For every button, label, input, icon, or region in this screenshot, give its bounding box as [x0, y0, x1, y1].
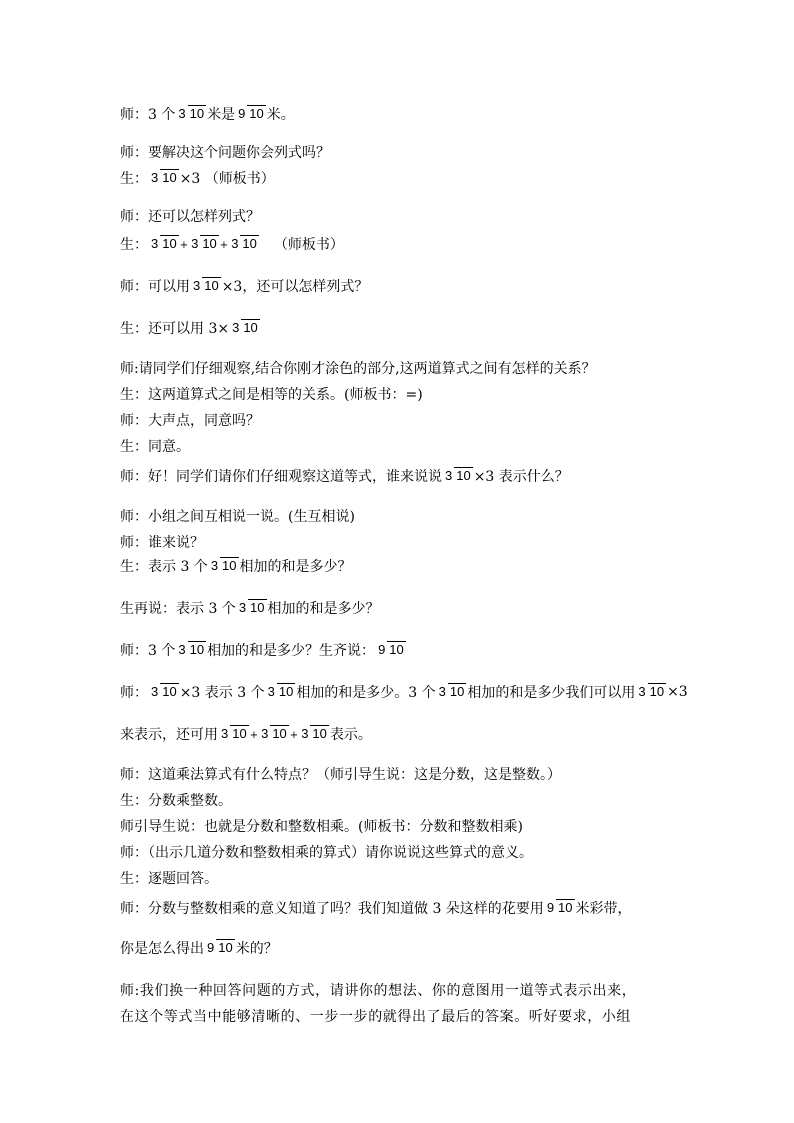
text-line: 师：好！同学们请你们仔细观察这道等式，谁来说说 3 10 ×3 表示什么？: [120, 468, 569, 485]
fraction: 9 10: [238, 106, 264, 121]
fraction: 3 10: [210, 558, 237, 573]
text-line: 生：还可以用 3× 3 10: [120, 320, 258, 337]
text-line: 生：同意。: [120, 439, 190, 455]
text-line: 师：大声点，同意吗？: [120, 413, 260, 429]
text-line: 生：逐题回答。: [120, 871, 218, 887]
fraction: 3 10: [221, 726, 247, 741]
fraction: 3 10: [231, 236, 257, 251]
text-line: 师引导生说：也就是分数和整数相乘。(师板书：分数和整数相乘): [120, 819, 523, 835]
fraction: 9 10: [546, 900, 573, 915]
text-line: 师：3 个 3 10 相加的和是多少？生齐说： 9 10: [120, 642, 404, 659]
fraction: 9 10: [207, 940, 233, 955]
text-line: 生： 3 10 ×3 （师板书）: [120, 170, 275, 187]
text-line: 在这个等式当中能够清晰的、一步一步的就得出了最后的答案。听好要求，小组: [120, 1009, 631, 1025]
fraction: 3 10: [232, 320, 258, 335]
text-line: 生再说：表示 3 个 3 10 相加的和是多少？: [120, 600, 380, 617]
text-line: 生：表示 3 个 3 10 相加的和是多少？: [120, 558, 352, 575]
fraction: 9 10: [378, 642, 404, 657]
text-line: 师:请同学们仔细观察,结合你刚才涂色的部分,这两道算式之间有怎样的关系？: [120, 361, 596, 377]
fraction: 3 10: [178, 642, 205, 657]
fraction: 3 10: [438, 684, 465, 699]
text-line: 师： 3 10 ×3 表示 3 个 3 10 相加的和是多少。3 个 3 10 相加的和是多少我们可以用 3 10 ×3: [120, 684, 688, 701]
text-line: 师：分数与整数相乘的意义知道了吗？我们知道做 3 朵这样的花要用 9 10 米彩带，: [120, 900, 632, 917]
fraction: 3 10: [151, 170, 177, 185]
fraction: 3 10: [445, 468, 471, 483]
fraction: 3 10: [638, 684, 665, 699]
fraction: 3 10: [193, 278, 219, 293]
fraction: 3 10: [151, 684, 177, 699]
fraction: 3 10: [267, 684, 294, 699]
text-line: 师：小组之间互相说一说。(生互相说): [120, 509, 355, 525]
fraction: 3 10: [151, 236, 177, 251]
text-line: 生： 3 10 + 3 10 + 3 10 （师板书）: [120, 236, 344, 253]
fraction: 3 10: [178, 106, 205, 121]
fraction: 3 10: [238, 600, 265, 615]
text-line: 师：3 个 3 10 米是 9 10 米。: [120, 106, 295, 123]
text-line: 你是怎么得出 9 10 米的？: [120, 940, 278, 957]
fraction: 3 10: [301, 726, 327, 741]
text-line: 师:我们换一种回答问题的方式，请讲你的想法、你的意图用一道等式表示出来，: [120, 983, 637, 999]
text-line: 师：谁来说？: [120, 535, 204, 551]
fraction: 3 10: [261, 726, 287, 741]
text-line: 师：（出示几道分数和整数相乘的算式）请你说说这些算式的意义。: [120, 845, 533, 861]
text-line: 师：还可以怎样列式？: [120, 209, 260, 225]
text-line: 师：可以用 3 10 ×3，还可以怎样列式？: [120, 278, 369, 295]
text-line: 生：这两道算式之间是相等的关系。(师板书：=): [120, 387, 423, 403]
text-line: 生：分数乘整数。: [120, 793, 232, 809]
text-line: 师：这道乘法算式有什么特点？（师引导生说：这是分数，这是整数。）: [120, 767, 561, 783]
fraction: 3 10: [191, 236, 217, 251]
text-line: 师：要解决这个问题你会列式吗？: [120, 145, 330, 161]
text-line: 来表示，还可用 3 10 + 3 10 + 3 10 表示。: [120, 726, 372, 743]
